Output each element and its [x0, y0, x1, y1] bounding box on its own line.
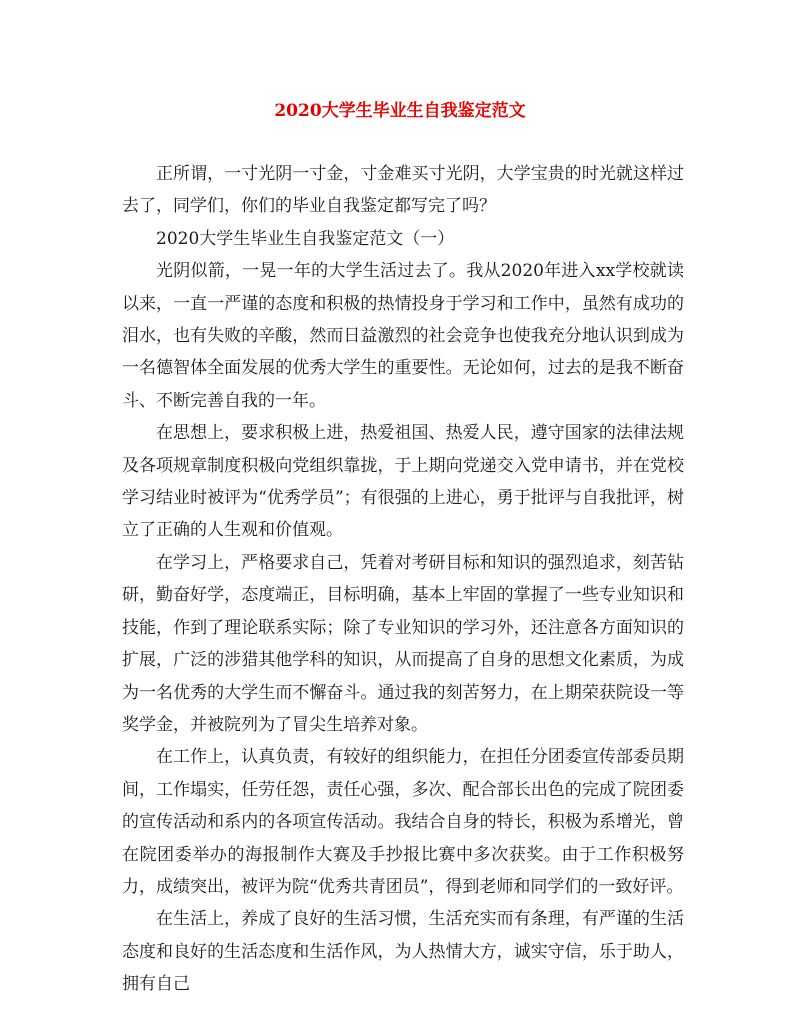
paragraph-ideology: 在思想上，要求积极上进，热爱祖国、热爱人民，遵守国家的法律法规及各项规章制度积极向党组织靠拢，于上期向党递交入党申请书，并在党校学习结业时被评为“优秀学员”；有很强的上进心，勇于批评与自我批评，树立了正确的人生观和价值观。: [122, 423, 684, 541]
intro-paragraph: 正所谓，一寸光阴一寸金，寸金难买寸光阴，大学宝贵的时光就这样过去了，同学们，你们的毕业自我鉴定都写完了吗？: [122, 164, 684, 217]
document-title: 2020大学生毕业生自我鉴定范文: [274, 101, 526, 121]
paragraph-study: 在学习上，严格要求自己，凭着对考研目标和知识的强烈追求，刻苦钻研，勤奋好学，态度端正，目标明确，基本上牢固的掌握了一些专业知识和技能，作到了理论联系实际；除了专业知识的学习外，还注意各方面知识的扩展，广泛的涉猎其他学科的知识，从而提高了自身的思想文化素质，为成为一名优秀的大学生而不懈奋斗。通过我的刻苦努力，在上期荣获院设一等奖学金，并被院列为了冒尖生培养对象。: [122, 552, 684, 735]
paragraph-overview: 光阴似箭，一晃一年的大学生活过去了。我从2020年进入xx学校就读以来，一直一严谨的态度和积极的热情投身于学习和工作中，虽然有成功的泪水，也有失败的辛酸，然而日益激烈的社会竞争也使我充分地认识到成为一名德智体全面发展的优秀大学生的重要性。无论如何，过去的是我不断奋斗、不断完善自我的一年。: [122, 261, 684, 411]
document-body: [122, 158, 684, 1001]
paragraph-life: 在生活上，养成了良好的生活习惯，生活充实而有条理，有严谨的生活态度和良好的生活态度和生活作风，为人热情大方，诚实守信，乐于助人，拥有自己: [122, 909, 684, 995]
paragraph-work: 在工作上，认真负责，有较好的组织能力，在担任分团委宣传部委员期间，工作塌实，任劳任怨，责任心强，多次、配合部长出色的完成了院团委的宣传活动和系内的各项宣传活动。我结合自身的特长，积极为系增光，曾在院团委举办的海报制作大赛及手抄报比赛中多次获奖。由于工作积极努力，成绩突出，被评为院“优秀共青团员”，得到老师和同学们的一致好评。: [122, 747, 684, 897]
section-heading: 2020大学生毕业生自我鉴定范文（一）: [156, 228, 455, 249]
